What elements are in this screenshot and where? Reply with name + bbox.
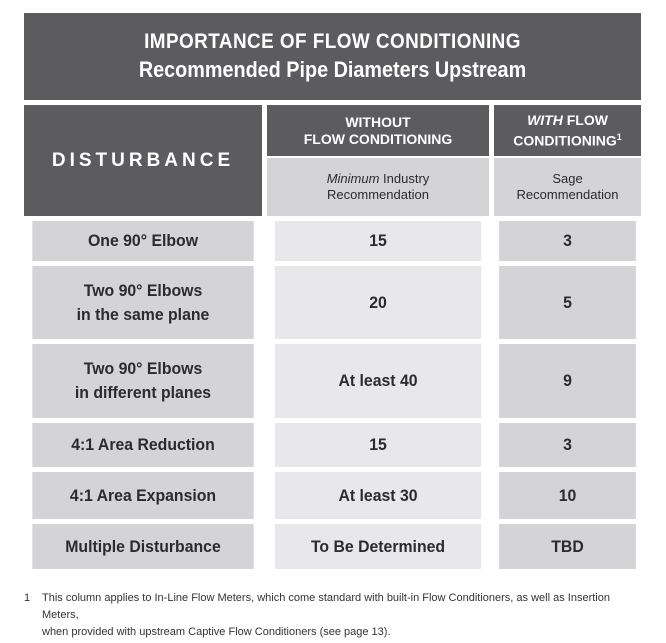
- table-cell-without: At least 30: [275, 472, 481, 519]
- subheader-without-line-1-rest: Industry: [379, 171, 430, 186]
- title-line-2: Recommended Pipe Diameters Upstream: [138, 57, 527, 82]
- table-cell-with: 9: [499, 344, 636, 418]
- footnote-number: 1: [24, 592, 31, 604]
- table-cell-with: TBD: [499, 524, 636, 569]
- table-cell-with: 3: [499, 221, 636, 261]
- table-row-label: [32, 344, 253, 418]
- row-label-line-1: 4:1 Area Reduction: [71, 435, 215, 454]
- subheader-sage-recommendation: [494, 158, 641, 216]
- subheader-minimum-industry: [267, 158, 489, 216]
- header-without-flow-conditioning: [267, 105, 489, 156]
- row-label-line-1: Two 90° Elbows: [83, 280, 203, 300]
- table-row-label: [32, 423, 253, 467]
- footnote-marker: 1: [616, 131, 622, 142]
- row-label-line-2: in different planes: [74, 383, 212, 402]
- footnote-line-2: when provided with upstream Captive Flow Conditioners (see page 13).: [42, 626, 391, 638]
- header-with-line-2-text: CONDITIONING: [513, 132, 617, 149]
- table-row-label: [32, 221, 253, 261]
- footnote: [24, 590, 649, 641]
- header-without-line-1: WITHOUT: [345, 113, 411, 130]
- subheader-without-line-2: Recommendation: [327, 187, 429, 202]
- row-label-line-1: 4:1 Area Expansion: [69, 485, 217, 505]
- table-row-label: [32, 524, 253, 569]
- header-with-flow-conditioning: [494, 105, 641, 156]
- table-row-label: [32, 266, 253, 339]
- table-cell-without: 15: [275, 221, 481, 261]
- subheader-minimum-italic: Minimum: [326, 171, 380, 186]
- header-without-line-2: FLOW CONDITIONING: [303, 130, 453, 147]
- table-cell-without: To Be Determined: [275, 524, 481, 569]
- table-cell-with: 5: [499, 266, 636, 339]
- table-cell-without: At least 40: [275, 344, 481, 418]
- table-cell-with: 3: [499, 423, 636, 467]
- table-cell-without: 20: [275, 266, 481, 339]
- row-label-line-1: Two 90° Elbows: [83, 359, 203, 378]
- table-cell-without: 15: [275, 423, 481, 467]
- footnote-line-1: This column applies to In-Line Flow Meters, which come standard with built-in Flow Conditioners, as well as Insertion Meters,: [42, 592, 610, 621]
- table-cell-with: 10: [499, 472, 636, 519]
- subheader-without-line-1: [327, 171, 430, 187]
- table-title: [24, 13, 641, 100]
- table-row-label: [32, 472, 253, 519]
- subheader-with-line-1: Sage: [552, 171, 583, 186]
- header-with-italic: WITH: [527, 111, 563, 128]
- header-with-line-2: [513, 129, 621, 150]
- header-with-line-1-rest: FLOW: [562, 111, 608, 128]
- subheader-with-line-2: Recommendation: [516, 187, 619, 202]
- header-with-line-1: [527, 112, 608, 129]
- header-disturbance: DISTURBANCE: [24, 105, 262, 216]
- row-label-line-1: One 90° Elbow: [87, 231, 199, 250]
- row-label-line-2: in the same plane: [76, 304, 210, 324]
- title-line-1: IMPORTANCE OF FLOW CONDITIONING: [144, 30, 521, 53]
- row-label-line-1: Multiple Disturbance: [65, 536, 221, 556]
